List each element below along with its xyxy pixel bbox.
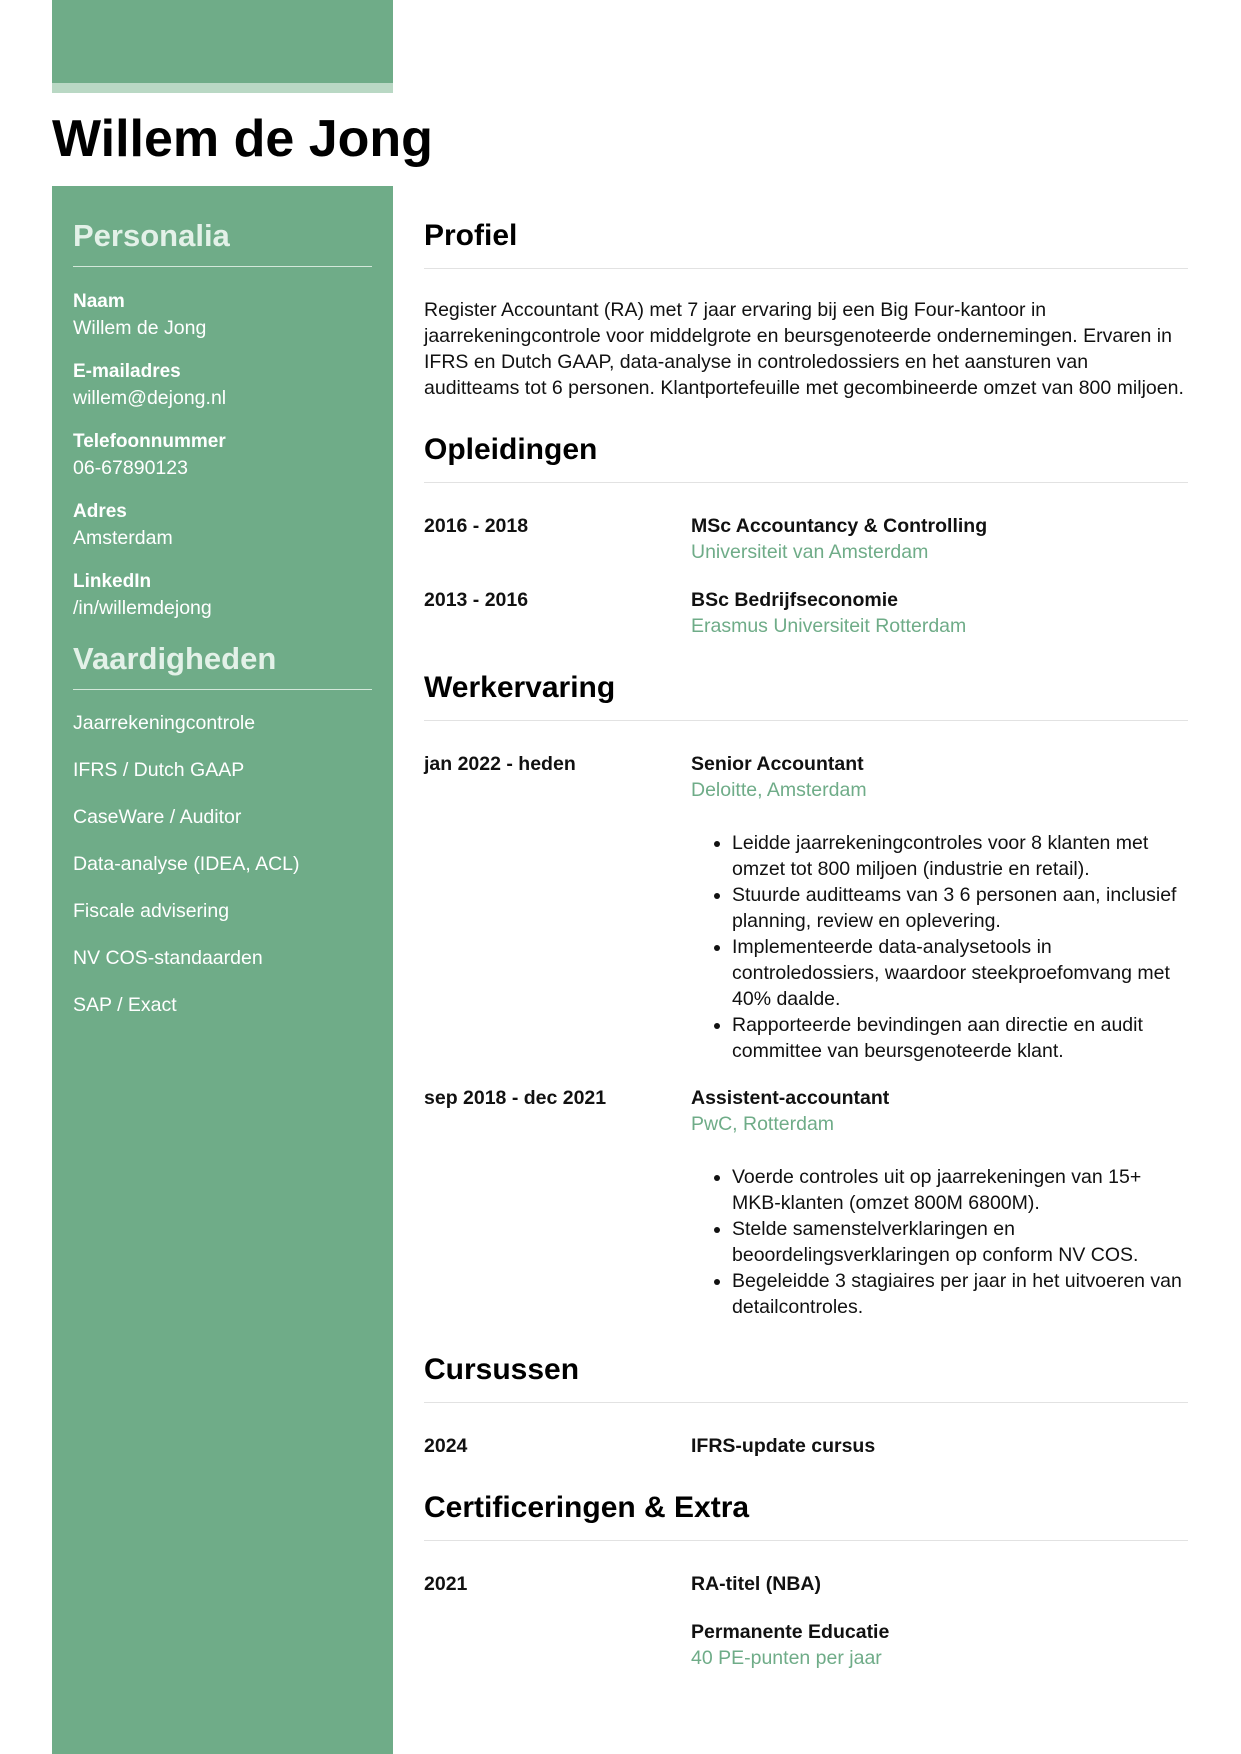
entry-title: IFRS-update cursus — [691, 1435, 876, 1457]
entry-date: 2024 — [424, 1435, 468, 1457]
contact-value[interactable]: /in/willemdejong — [73, 597, 212, 619]
contact-label: LinkedIn — [73, 571, 152, 592]
header-accent-stripe — [52, 83, 393, 93]
achievement-item: • Implementeerde data-analysetools in controledossiers, waardoor steekproefomvang met 40% daalde. — [732, 934, 1188, 1012]
achievement-item: • Stelde samenstelverklaringen en beoordelingsverklaringen op conform NV COS. — [732, 1216, 1188, 1268]
sidebar — [52, 186, 393, 1754]
entry-title: MSc Accountancy & Controlling — [691, 515, 988, 537]
certifications-divider — [424, 1540, 1188, 1541]
achievement-item: • Voerde controles uit op jaarrekeningen van 15+ MKB-klanten (omzet 800M 6800M). — [732, 1164, 1188, 1216]
entry-date: jan 2022 - heden — [424, 753, 576, 775]
skills-divider — [73, 689, 372, 690]
education-heading: Opleidingen — [424, 433, 598, 466]
achievement-item: • Stuurde auditteams van 3 6 personen aan, inclusief planning, review en oplevering. — [732, 882, 1188, 934]
entry-title: Senior Accountant — [691, 753, 864, 775]
skill-item: IFRS / Dutch GAAP — [73, 759, 245, 781]
entry-title: Assistent-accountant — [691, 1087, 890, 1109]
entry-company: PwC, Rotterdam — [691, 1113, 835, 1135]
contact-label: Telefoonnummer — [73, 431, 226, 452]
contact-item-address — [73, 499, 372, 551]
contact-item-phone — [73, 429, 372, 481]
entry-institution: Erasmus Universiteit Rotterdam — [691, 615, 967, 637]
entry-body — [691, 513, 1188, 565]
work-entry — [424, 1085, 1188, 1320]
certification-entry — [424, 1571, 1188, 1671]
profile-text: Register Accountant (RA) met 7 jaar ervaring bij een Big Four-kantoor in jaarrekeningcontrole voor middelgrote en beursgenoteerde ondernemingen. Ervaren in IFRS en Dutch GAAP, data-analyse in controledossiers en het aansturen van auditteams tot 6 personen. Klantportefeuille met gecombineerde omzet van 800 miljoen. — [424, 299, 1184, 399]
skills-list — [73, 710, 372, 1018]
contact-label: Naam — [73, 291, 125, 312]
work-heading: Werkervaring — [424, 671, 616, 704]
entry-title: Permanente Educatie — [691, 1621, 890, 1643]
achievement-list — [691, 830, 1188, 1064]
contact-item-name — [73, 289, 372, 341]
courses-divider — [424, 1402, 1188, 1403]
achievement-list — [691, 1164, 1188, 1320]
entry-date: sep 2018 - dec 2021 — [424, 1087, 607, 1109]
courses-section — [424, 1350, 1188, 1459]
achievement-item: • Rapporteerde bevindingen aan directie en audit committee van beursgenoteerde klant. — [732, 1012, 1188, 1064]
profile-divider — [424, 268, 1188, 269]
contact-value[interactable]: willem@dejong.nl — [73, 387, 227, 409]
entry-body — [691, 751, 1188, 1064]
entry-title: RA-titel (NBA) — [691, 1573, 821, 1595]
work-divider — [424, 720, 1188, 721]
work-entry — [424, 751, 1188, 1064]
entry-body — [691, 1085, 1188, 1320]
contact-label: Adres — [73, 501, 127, 522]
personalia-heading: Personalia — [73, 218, 230, 253]
certifications-section — [424, 1488, 1188, 1671]
entry-date: 2013 - 2016 — [424, 589, 529, 611]
entry-body — [691, 1433, 1188, 1459]
skill-item: Jaarrekeningcontrole — [73, 712, 256, 734]
work-section — [424, 668, 1188, 1320]
header-accent-bar — [52, 0, 393, 83]
contact-list — [73, 289, 372, 621]
entry-body — [691, 1571, 1188, 1671]
entry-title: BSc Bedrijfseconomie — [691, 589, 898, 611]
contact-label: E-mailadres — [73, 361, 181, 382]
main-content — [424, 186, 1188, 1671]
skill-item: SAP / Exact — [73, 994, 177, 1016]
personalia-divider — [73, 266, 372, 267]
course-entry — [424, 1433, 1188, 1459]
contact-item-linkedin — [73, 569, 372, 621]
entry-detail: 40 PE-punten per jaar — [691, 1647, 882, 1669]
skill-item: CaseWare / Auditor — [73, 806, 242, 828]
contact-value: 06-67890123 — [73, 457, 188, 479]
profile-heading: Profiel — [424, 219, 518, 252]
education-section — [424, 430, 1188, 639]
contact-value: Willem de Jong — [73, 317, 207, 339]
education-entry — [424, 587, 1188, 639]
entry-date: 2016 - 2018 — [424, 515, 529, 537]
achievement-item: • Leidde jaarrekeningcontroles voor 8 klanten met omzet tot 800 miljoen (industrie en retail). — [732, 830, 1188, 882]
entry-body — [691, 587, 1188, 639]
entry-institution: Universiteit van Amsterdam — [691, 541, 929, 563]
education-entry — [424, 513, 1188, 565]
skills-heading: Vaardigheden — [73, 641, 277, 676]
achievement-item: • Begeleidde 3 stagiaires per jaar in het uitvoeren van detailcontroles. — [732, 1268, 1188, 1320]
contact-value: Amsterdam — [73, 527, 173, 549]
contact-item-email — [73, 359, 372, 411]
skill-item: NV COS-standaarden — [73, 947, 263, 969]
entry-date: 2021 — [424, 1573, 468, 1595]
skill-item: Fiscale advisering — [73, 900, 230, 922]
profile-section — [424, 216, 1188, 401]
skill-item: Data-analyse (IDEA, ACL) — [73, 853, 300, 875]
certifications-heading: Certificeringen & Extra — [424, 1491, 750, 1524]
entry-company: Deloitte, Amsterdam — [691, 779, 867, 801]
education-divider — [424, 482, 1188, 483]
courses-heading: Cursussen — [424, 1353, 580, 1386]
candidate-name: Willem de Jong — [52, 110, 433, 168]
